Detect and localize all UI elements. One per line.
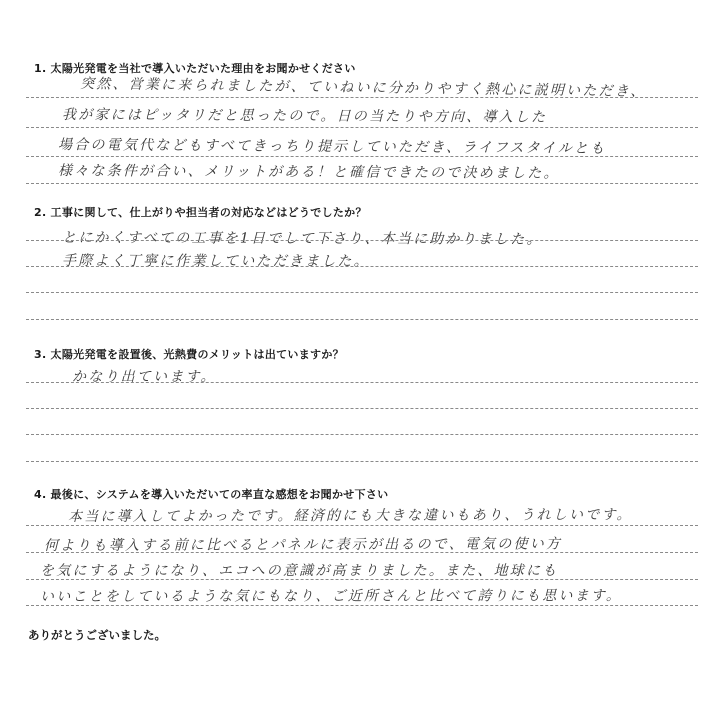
answer-4-line-4: いいことをしているような気にもなり、ご近所さんと比べて誇りにも思います。	[39, 587, 623, 605]
answer-rule	[26, 266, 698, 267]
answer-3-line-1: かなり出ています。	[72, 369, 217, 385]
answer-1-line-4: 様々な条件が合い、メリットがある！と確信できたので決めました。	[58, 163, 560, 182]
question-2-heading: 2. 工事に関して、仕上がりや担当者の対応などはどうでしたか？	[34, 206, 367, 219]
answer-rule	[26, 552, 698, 553]
question-1-heading: 1. 太陽光発電を当社で導入いただいた理由をお聞かせください	[34, 62, 356, 75]
answer-4-line-1: 本当に導入してよかったです。経済的にも大きな違いもあり、うれしいです。	[67, 507, 633, 525]
answer-rule	[26, 183, 698, 184]
answer-rule	[26, 408, 698, 409]
answer-rule	[26, 97, 698, 98]
closing-message: ありがとうございました。	[28, 628, 166, 642]
answer-1-line-1: 突然、営業に来られましたが、ていねいに分かりやすく熱心に説明いただき、	[80, 76, 647, 100]
answer-rule	[26, 156, 698, 157]
question-3-heading: 3. 太陽光発電を設置後、光熱費のメリットは出ていますか？	[34, 348, 344, 361]
answer-4-line-2: 何よりも導入する前に比べるとパネルに表示が出るので、電気の使い方	[43, 536, 563, 554]
answer-rule	[26, 525, 698, 526]
answer-1-line-2: 我が家にはピッタリだと思ったので。日の当たりや方向、導入した	[62, 107, 548, 126]
answer-rule	[26, 319, 698, 320]
answer-rule	[26, 461, 698, 462]
answer-rule	[26, 292, 698, 293]
answer-rule	[26, 579, 698, 580]
answer-rule	[26, 127, 698, 128]
answer-2-line-2: 手際よく丁寧に作業していただきました。	[62, 253, 370, 270]
answer-4-line-3: を気にするようになり、エコへの意識が高まりました。また、地球にも	[40, 563, 559, 579]
answer-rule	[26, 434, 698, 435]
question-4-heading: 4. 最後に、システムを導入いただいての率直な感想をお聞かせ下さい	[34, 488, 389, 501]
answer-2-line-1: とにかくすべての工事を1日でして下さり、本当に助かりました。	[62, 230, 543, 248]
answer-rule	[26, 240, 698, 241]
answer-rule	[26, 605, 698, 606]
answer-1-line-3: 場合の電気代などもすべてきっちり提示していただき、ライフスタイルとも	[58, 137, 607, 157]
answer-rule	[26, 382, 698, 383]
